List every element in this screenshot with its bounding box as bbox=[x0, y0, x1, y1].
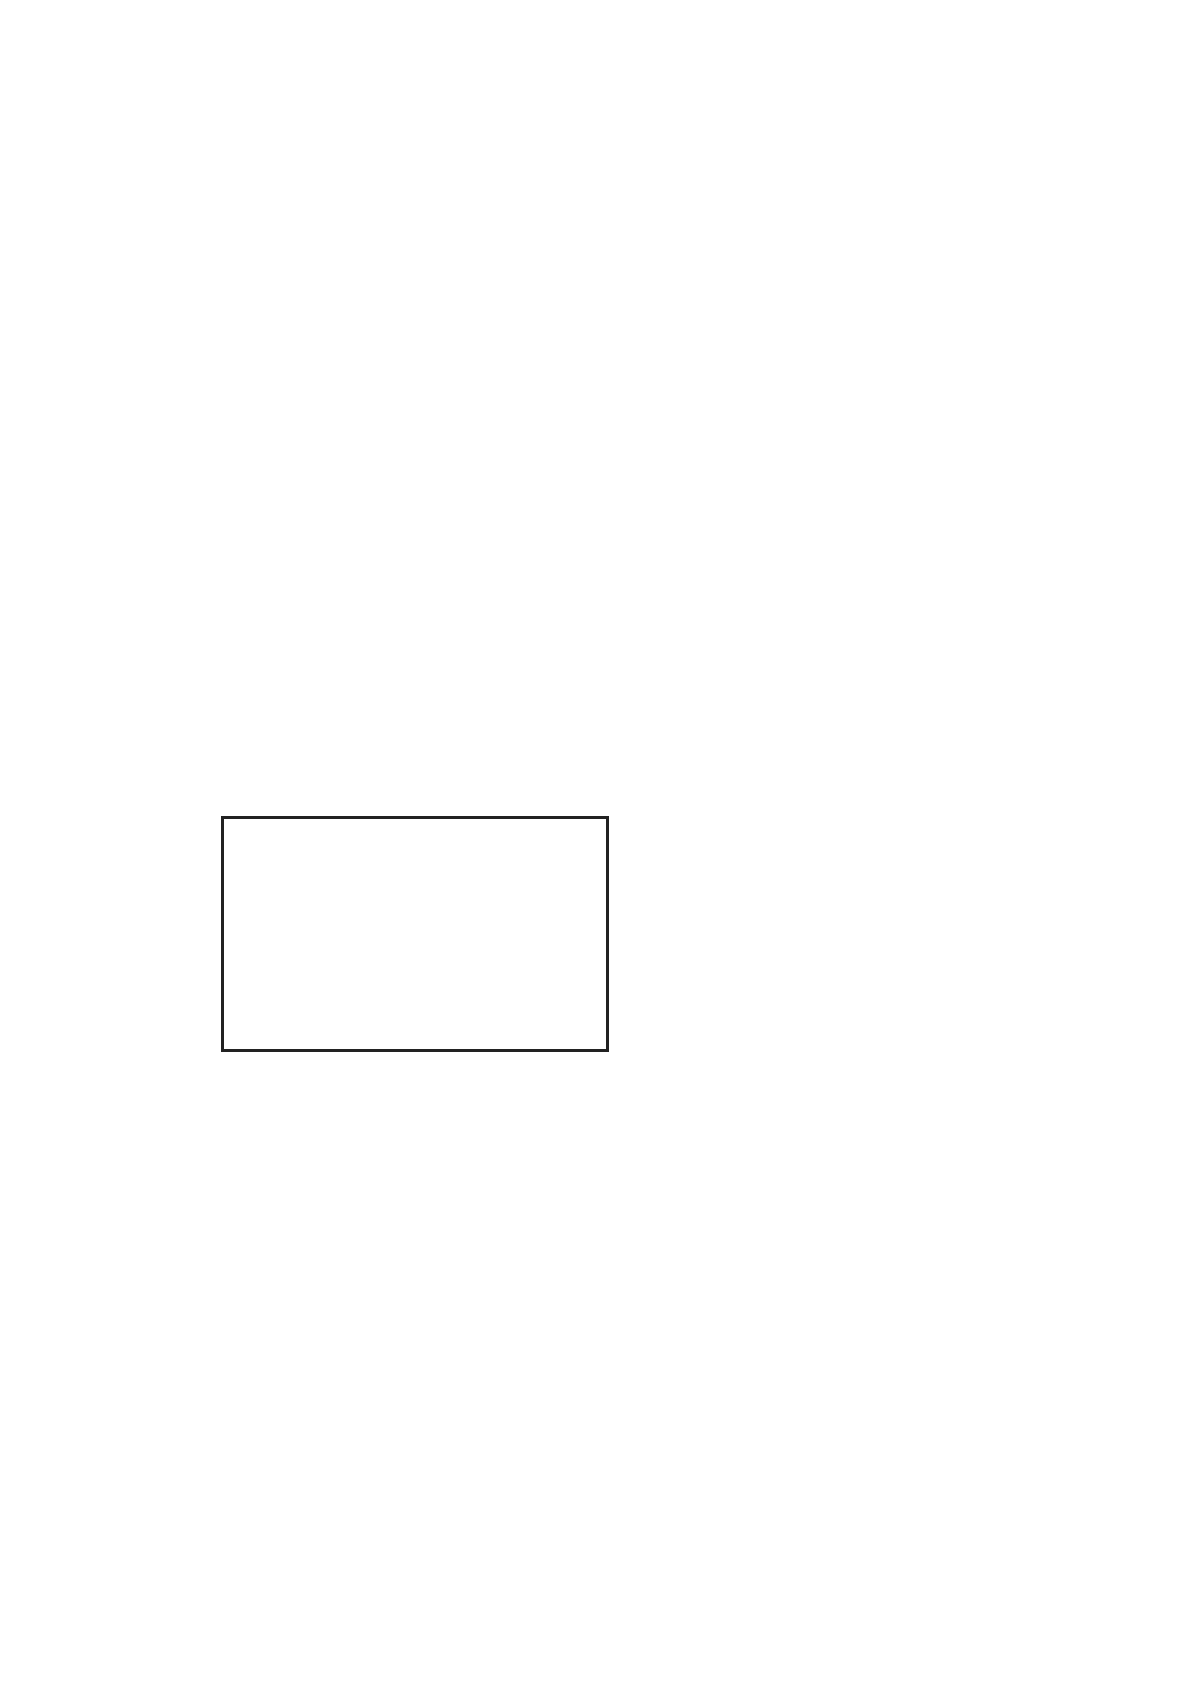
bar-chart-figure bbox=[221, 816, 609, 1052]
bar-chart bbox=[224, 819, 606, 1049]
